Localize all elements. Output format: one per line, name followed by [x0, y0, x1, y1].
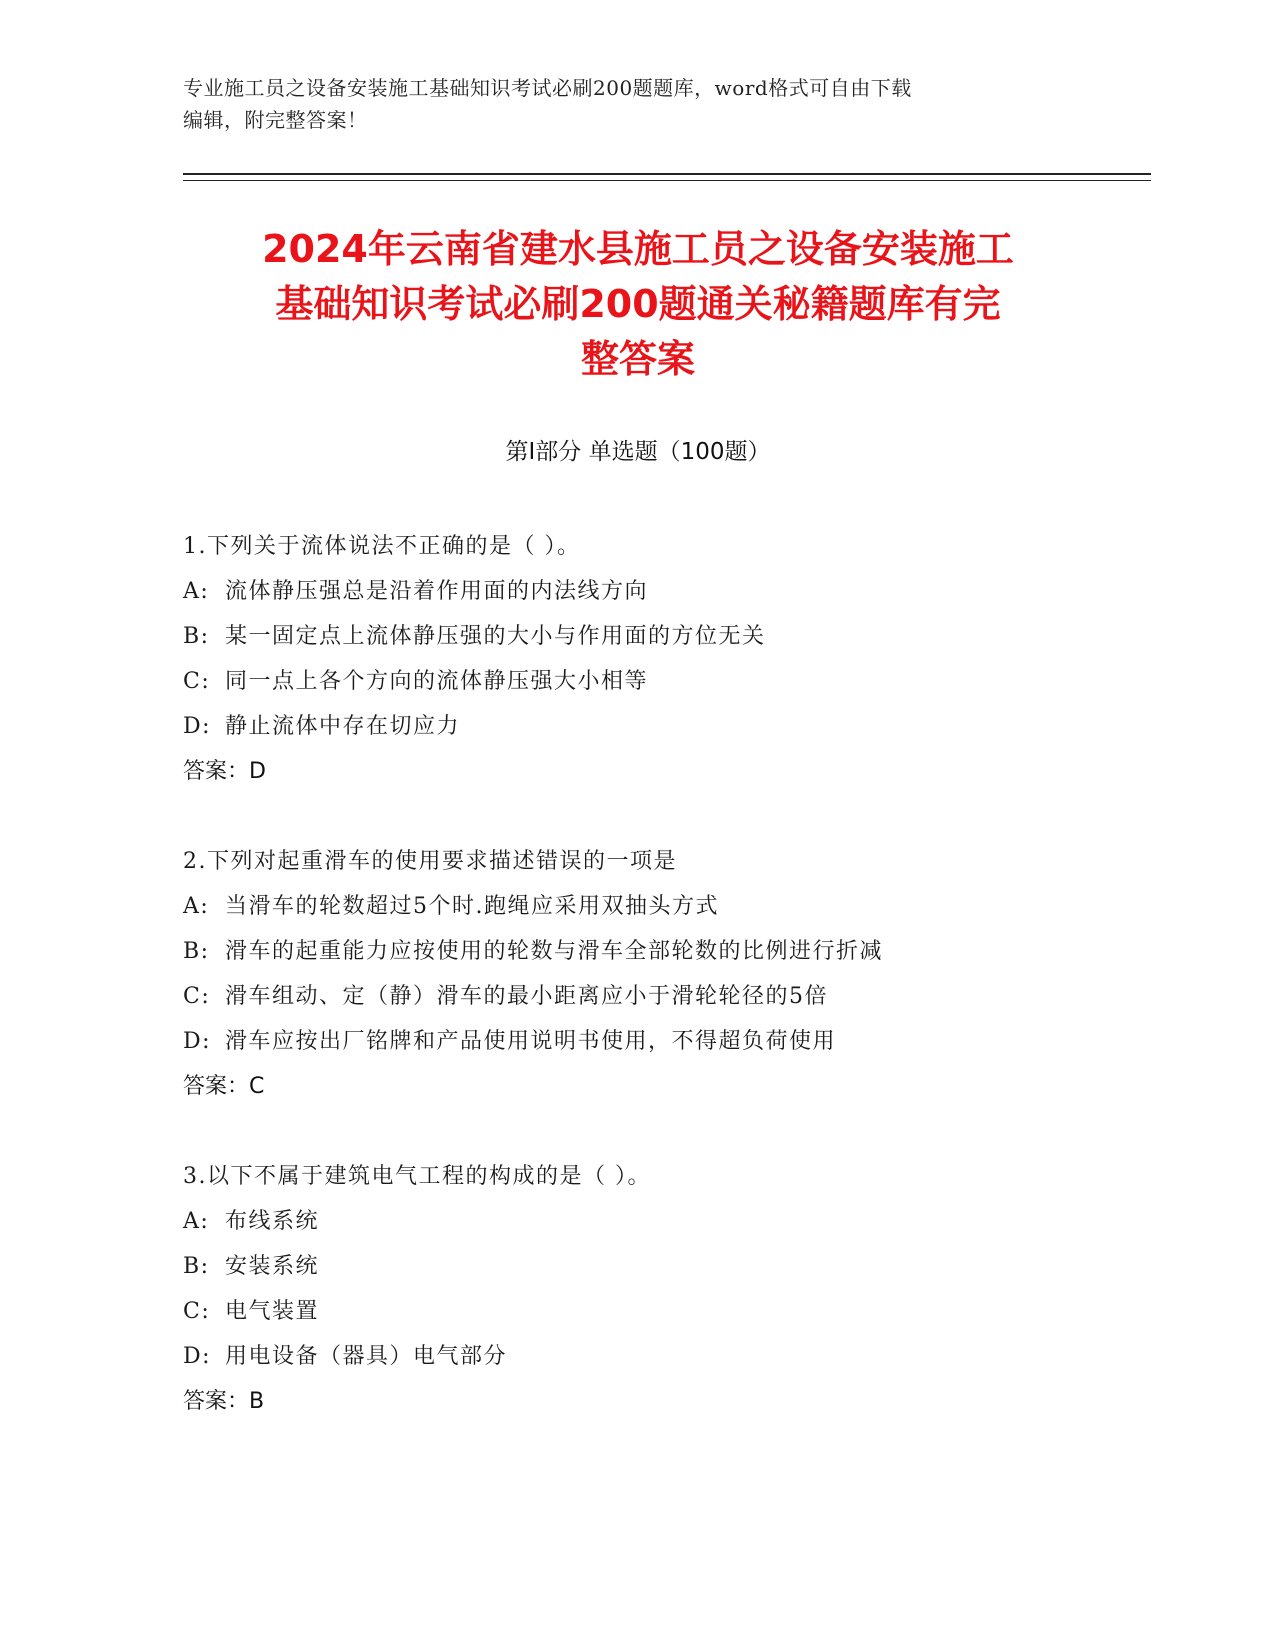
question-2 [183, 839, 1083, 1109]
option-a [183, 569, 1083, 614]
option-c [183, 659, 1083, 704]
option-text: 当滑车的轮数超过5个时.跑绳应采用双抽头方式 [225, 894, 719, 919]
option-label: A: [183, 894, 210, 919]
question-stem: 3.以下不属于建筑电气工程的构成的是（ ）。 [183, 1164, 651, 1189]
document-title-line-1: 2024年云南省建水县施工员之设备安装施工 [262, 227, 1014, 271]
option-label: A: [183, 579, 210, 604]
option-d [183, 1019, 1083, 1064]
question-1 [183, 524, 1083, 794]
option-label: D: [183, 1029, 212, 1054]
option-text: 流体静压强总是沿着作用面的内法线方向 [225, 579, 649, 604]
answer: 答案：C [183, 1074, 265, 1099]
option-b [183, 614, 1083, 659]
document-title [183, 222, 1093, 387]
question-stem: 2.下列对起重滑车的使用要求描述错误的一项是 [183, 849, 677, 874]
option-label: A: [183, 1209, 210, 1234]
header-divider-thin [183, 180, 1151, 181]
option-a [183, 884, 1083, 929]
option-text: 某一固定点上流体静压强的大小与作用面的方位无关 [225, 624, 766, 649]
section-title: 第I部分 单选题（100题） [505, 439, 771, 465]
option-a [183, 1199, 1083, 1244]
question-stem: 1.下列关于流体说法不正确的是（ ）。 [183, 534, 581, 559]
option-text: 静止流体中存在切应力 [225, 714, 461, 739]
option-label: D: [183, 1344, 212, 1369]
option-text: 同一点上各个方向的流体静压强大小相等 [225, 669, 649, 694]
option-text: 布线系统 [225, 1209, 320, 1234]
header-note-line-1: 专业施工员之设备安装施工基础知识考试必刷200题题库，word格式可自由下载 [183, 76, 912, 100]
answer: 答案：D [183, 759, 266, 784]
option-text: 滑车的起重能力应按使用的轮数与滑车全部轮数的比例进行折减 [225, 939, 884, 964]
option-c [183, 974, 1083, 1019]
option-label: C: [183, 1299, 211, 1324]
option-label: C: [183, 669, 211, 694]
document-title-line-3: 整答案 [580, 337, 695, 381]
question-list [183, 524, 1083, 1469]
option-label: B: [183, 624, 210, 649]
option-text: 电气装置 [225, 1299, 320, 1324]
option-b [183, 1244, 1083, 1289]
header-note-line-2: 编辑，附完整答案！ [183, 108, 368, 132]
option-label: B: [183, 939, 210, 964]
option-text: 滑车组动、定（静）滑车的最小距离应小于滑轮轮径的5倍 [225, 984, 828, 1009]
option-c [183, 1289, 1083, 1334]
option-text: 安装系统 [225, 1254, 320, 1279]
option-label: B: [183, 1254, 210, 1279]
header-divider-thick [183, 173, 1151, 175]
option-label: C: [183, 984, 211, 1009]
question-3 [183, 1154, 1083, 1424]
document-title-line-2: 基础知识考试必刷200题通关秘籍题库有完 [275, 282, 1001, 326]
option-text: 滑车应按出厂铭牌和产品使用说明书使用，不得超负荷使用 [225, 1029, 837, 1054]
header-note [183, 72, 1063, 136]
answer: 答案：B [183, 1389, 265, 1414]
option-b [183, 929, 1083, 974]
option-text: 用电设备（器具）电气部分 [225, 1344, 508, 1369]
option-d [183, 704, 1083, 749]
option-d [183, 1334, 1083, 1379]
option-label: D: [183, 714, 212, 739]
